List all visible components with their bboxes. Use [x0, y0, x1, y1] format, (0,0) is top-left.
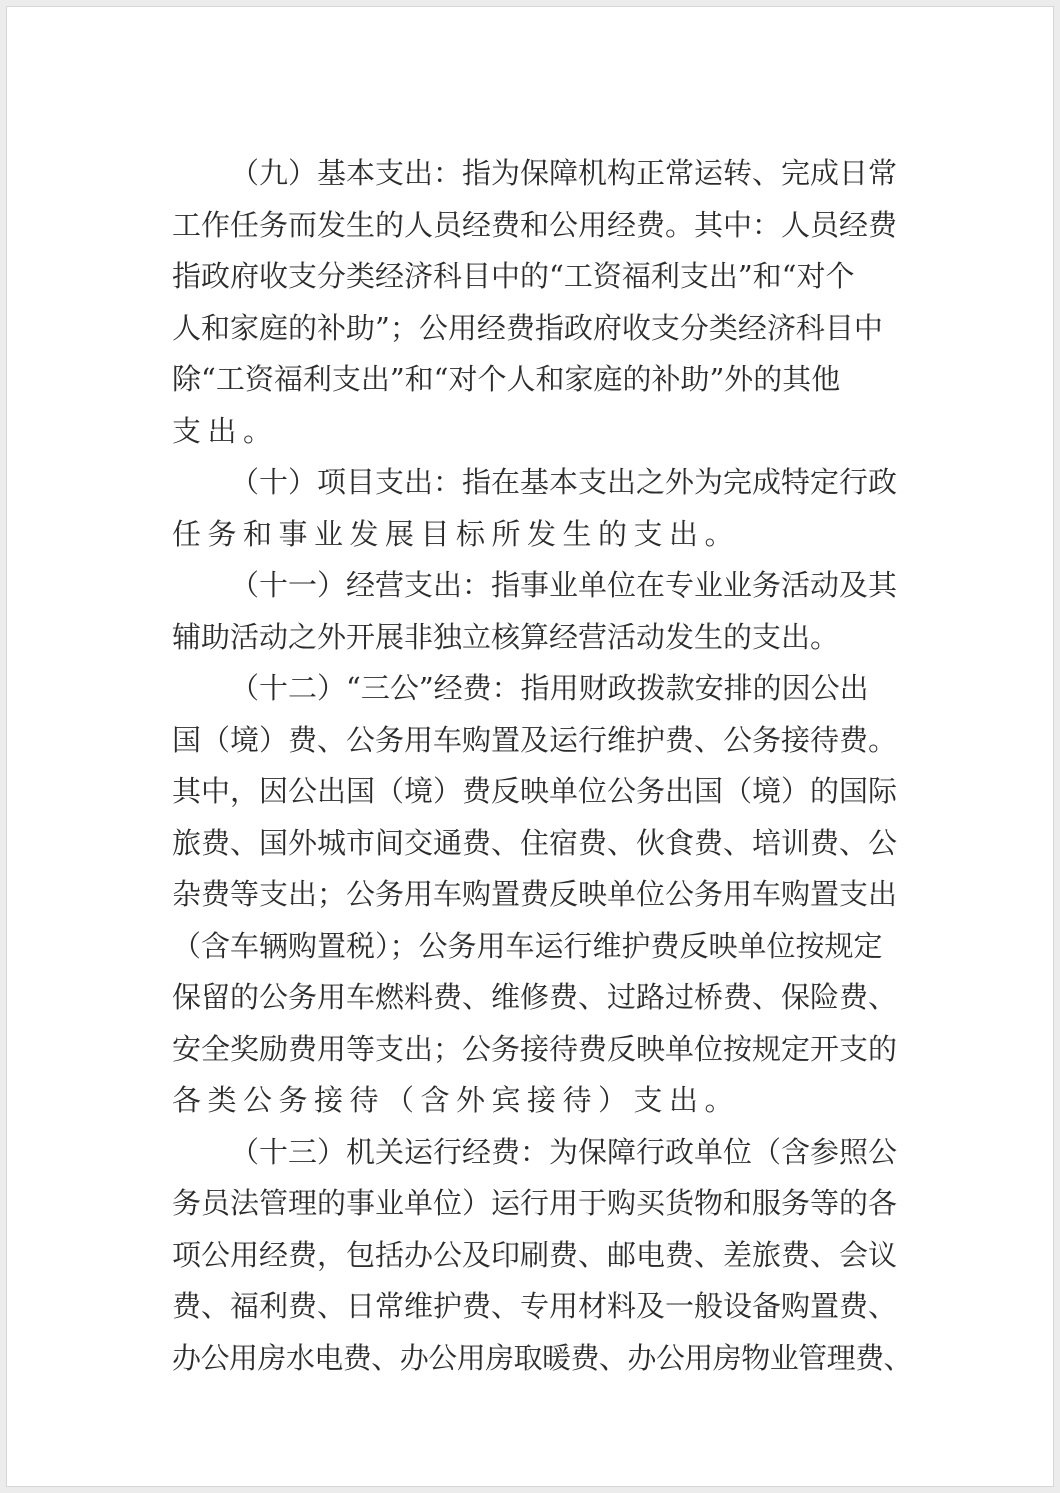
paragraph-first-line: （十）项目支出：指在基本支出之外为完成特定行政 — [230, 465, 898, 499]
paragraph-line: （含车辆购置税）；公务用车运行维护费反映单位按规定 — [172, 928, 883, 963]
paragraph-line: 人和家庭的补助”；公用经费指政府收支分类经济科目中 — [172, 310, 883, 345]
paragraph-line: 其中，因公出国（境）费反映单位公务出国（境）的国际 — [172, 774, 898, 808]
paragraph-line: 项公用经费，包括办公及印刷费、邮电费、差旅费、会议 — [172, 1237, 898, 1272]
paragraph-line: 除“工资福利支出”和“对个人和家庭的补助”外的其他 — [172, 362, 841, 396]
paragraph-line: 安全奖励费用等支出；公务接待费反映单位按规定开支的 — [172, 1031, 898, 1066]
paragraph-line: 工作任务而发生的人员经费和公用经费。其中：人员经费 — [172, 207, 898, 242]
paragraph-line: 保留的公务用车燃料费、维修费、过路过桥费、保险费、 — [172, 980, 898, 1014]
paragraph-line: 任务和事业发展目标所发生的支出。 — [172, 516, 741, 551]
paragraph-first-line: （十二）“三公”经费：指用财政拨款安排的因公出 — [230, 671, 869, 705]
paragraph-line: 指政府收支分类经济科目中的“工资福利支出”和“对个 — [172, 259, 855, 293]
paragraph-line: 支出。 — [172, 413, 279, 448]
paragraph-line: 旅费、国外城市间交通费、住宿费、伙食费、培训费、公 — [172, 825, 898, 860]
body-text — [172, 148, 912, 1384]
document-page — [6, 6, 1054, 1487]
paragraph-first-line: （十三）机关运行经费：为保障行政单位（含参照公 — [230, 1134, 898, 1169]
paragraph-line: 辅助活动之外开展非独立核算经营活动发生的支出。 — [172, 619, 840, 654]
paragraph-line: 国（境）费、公务用车购置及运行维护费、公务接待费。 — [172, 722, 898, 757]
paragraph-line: 费、福利费、日常维护费、专用材料及一般设备购置费、 — [172, 1289, 898, 1323]
paragraph-first-line: （九）基本支出：指为保障机构正常运转、完成日常 — [230, 156, 898, 190]
paragraph-line: 各类公务接待（含外宾接待）支出。 — [172, 1083, 741, 1117]
paragraph-line: 办公用房水电费、办公用房取暖费、办公用房物业管理费、 — [172, 1340, 913, 1375]
paragraph-line: 务员法管理的事业单位）运行用于购买货物和服务等的各 — [172, 1186, 898, 1220]
paragraph-first-line: （十一）经营支出：指事业单位在专业业务活动及其 — [230, 568, 898, 602]
paragraph-line: 杂费等支出；公务用车购置费反映单位公务用车购置支出 — [172, 877, 898, 911]
